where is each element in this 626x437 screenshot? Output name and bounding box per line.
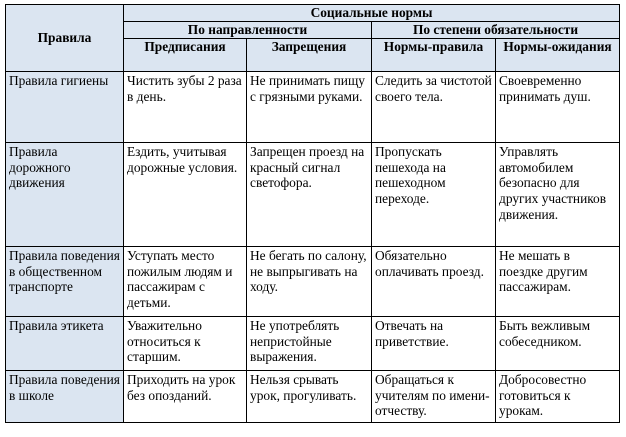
table-row [6, 316, 620, 370]
norms-rules-cell: Обращаться к учителям по имени-отчеству. [372, 370, 496, 422]
norms-rules-cell: Следить за чистотой своего тела. [372, 71, 496, 142]
prohibitions-cell: Не бегать по салону, не выпрыгивать на ходу. [247, 246, 372, 316]
rule-label-cell: Правила поведения в школе [6, 370, 124, 422]
prohibitions-cell: Запрещен проезд на красный сигнал светофора. [247, 142, 372, 246]
prohibitions-cell: Не принимать пищу с грязными руками. [247, 71, 372, 142]
prescriptions-cell: Уважительно относиться к старшим. [124, 316, 247, 370]
header-norms-rules: Нормы-правила [372, 38, 496, 71]
header-social-norms: Социальные нормы [124, 5, 620, 22]
header-by-direction: По направленности [124, 22, 372, 39]
header-rules: Правила [6, 5, 124, 72]
rule-label-cell: Правила поведения в общественном транспорте [6, 246, 124, 316]
norms-rules-cell: Отвечать на приветствие. [372, 316, 496, 370]
table-row [6, 142, 620, 246]
header-norms-expectations: Нормы-ожидания [496, 38, 620, 71]
header-prohibitions: Запрещения [247, 38, 372, 71]
prohibitions-cell: Не употреблять непристойные выражения. [247, 316, 372, 370]
rule-label-cell: Правила гигиены [6, 71, 124, 142]
norms-expectations-cell: Не мешать в поездке другим пассажирам. [496, 246, 620, 316]
prohibitions-cell: Нельзя срывать урок, прогуливать. [247, 370, 372, 422]
table-container [5, 4, 620, 423]
norms-expectations-cell: Быть вежливым собеседником. [496, 316, 620, 370]
norms-rules-cell: Обязательно оплачивать проезд. [372, 246, 496, 316]
social-norms-table [5, 4, 620, 423]
prescriptions-cell: Приходить на урок без опозданий. [124, 370, 247, 422]
rule-label-cell: Правила дорожного движения [6, 142, 124, 246]
norms-expectations-cell: Добросовестно готовиться к урокам. [496, 370, 620, 422]
table-row [6, 246, 620, 316]
norms-expectations-cell: Управлять автомобилем безопасно для других участников движения. [496, 142, 620, 246]
header-prescriptions: Предписания [124, 38, 247, 71]
rule-label-cell: Правила этикета [6, 316, 124, 370]
header-row-1 [6, 5, 620, 22]
table-row [6, 370, 620, 422]
prescriptions-cell: Ездить, учитывая дорожные условия. [124, 142, 247, 246]
norms-expectations-cell: Своевременно принимать душ. [496, 71, 620, 142]
header-by-obligation: По степени обязательности [372, 22, 620, 39]
table-row [6, 71, 620, 142]
norms-rules-cell: Пропускать пешехода на пешеходном переходе. [372, 142, 496, 246]
prescriptions-cell: Уступать место пожилым людям и пассажирам с детьми. [124, 246, 247, 316]
prescriptions-cell: Чистить зубы 2 раза в день. [124, 71, 247, 142]
